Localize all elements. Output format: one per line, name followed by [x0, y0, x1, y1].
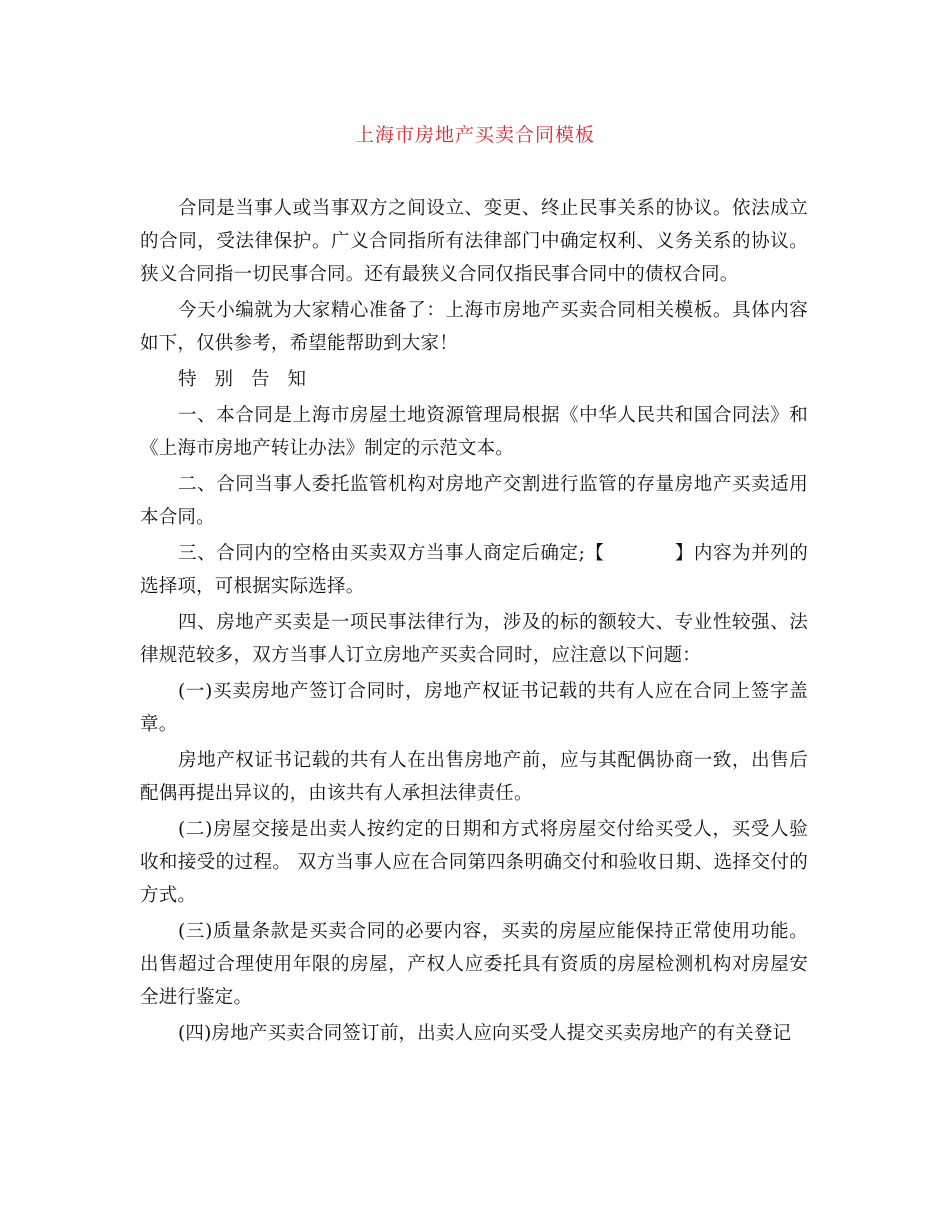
paragraph-item-1-detail: 房地产权证书记载的共有人在出售房地产前，应与其配偶协商一致，出售后配偶再提出异议的，由该共有人承担法律责任。 — [140, 750, 808, 804]
paragraph-intro: 合同是当事人或当事双方之间设立、变更、终止民事关系的协议。依法成立的合同，受法律保护。广义合同指所有法律部门中确定权利、义务关系的协议。狭义合同指一切民事合同。还有最狭义合同仅指民事合同中的债权合同。 — [140, 198, 808, 285]
paragraph-item-2: (二)房屋交接是出卖人按约定的日期和方式将房屋交付给买受人，买受人验收和接受的过程。 双方当事人应在合同第四条明确交付和验收日期、选择交付的方式。 — [140, 819, 808, 906]
paragraph-notice-1: 一、本合同是上海市房屋土地资源管理局根据《中华人民共和国合同法》和《上海市房地产转让办法》制定的示范文本。 — [140, 405, 808, 459]
notice-3-part-b: 】内容为并列的选择项，可根据实际选择。 — [140, 543, 808, 597]
document-title: 上海市房地产买卖合同模板 — [354, 124, 595, 146]
paragraph-editor-note: 今天小编就为大家精心准备了：上海市房地产买卖合同相关模板。具体内容如下，仅供参考，希望能帮助到大家！ — [140, 300, 808, 354]
paragraph-item-4: (四)房地产买卖合同签订前，出卖人应向买受人提交买卖房地产的有关登记 — [178, 1023, 792, 1044]
paragraph-notice-4: 四、房地产买卖是一项民事法律行为，涉及的标的额较大、专业性较强、法律规范较多，双方当事人订立房地产买卖合同时，应注意以下问题： — [140, 612, 808, 666]
notice-3-part-a: 三、合同内的空格由买卖双方当事人商定后确定;【 — [178, 543, 605, 564]
paragraph-notice-2: 二、合同当事人委托监管机构对房地产交割进行监管的存量房地产买卖适用本合同。 — [140, 474, 808, 528]
paragraph-notice-3 — [140, 537, 808, 603]
document-body — [140, 192, 808, 1053]
paragraph-item-3: (三)质量条款是买卖合同的必要内容，买卖的房屋应能保持正常使用功能。出售超过合理使用年限的房屋，产权人应委托具有资质的房屋检测机构对房屋安全进行鉴定。 — [140, 921, 808, 1008]
section-heading-special-notice: 特别告知 — [178, 369, 325, 390]
paragraph-item-1: (一)买卖房地产签订合同时，房地产权证书记载的共有人应在合同上签字盖章。 — [140, 681, 808, 735]
